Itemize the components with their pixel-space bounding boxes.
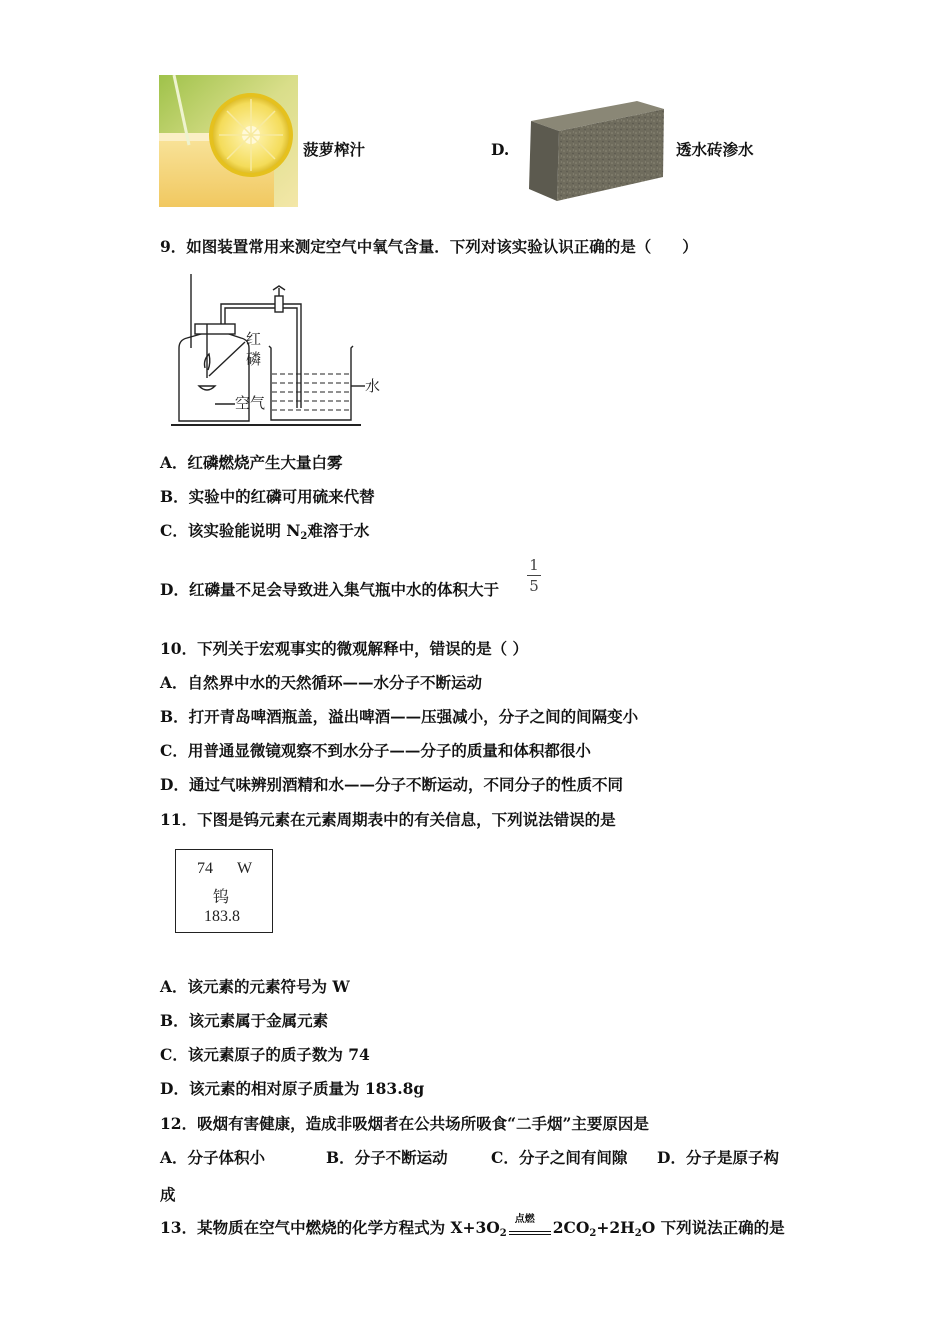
q10-option-b[interactable]: B．打开青岛啤酒瓶盖，溢出啤酒——压强减小，分子之间的间隔变小	[160, 707, 639, 726]
option-d-label: D.	[491, 140, 510, 159]
q12-option-d[interactable]: D．分子是原子构	[657, 1148, 779, 1167]
label-air: 空气	[235, 394, 266, 412]
label-red: 红	[246, 330, 262, 348]
reaction-condition: 点燃	[514, 1214, 535, 1225]
q12-option-b[interactable]: B．分子不断运动	[326, 1148, 448, 1167]
question-9-stem: 9．如图装置常用来测定空气中氧气含量．下列对该实验认识正确的是（ ）	[160, 237, 698, 256]
option-d-text: 透水砖渗水	[676, 140, 754, 159]
q11-option-c[interactable]: C．该元素原子的质子数为 74	[160, 1045, 370, 1064]
atomic-number: 74	[197, 860, 213, 877]
fraction-one-fifth: 1 5	[527, 556, 541, 595]
question-11-stem: 11．下图是钨元素在元素周期表中的有关信息，下列说法错误的是	[160, 810, 616, 829]
question-10-stem: 10．下列关于宏观事实的微观解释中，错误的是（ ）	[160, 639, 528, 658]
pineapple-juice-image	[159, 75, 298, 207]
q9-option-b[interactable]: B．实验中的红磷可用硫来代替	[160, 487, 375, 506]
q10-option-a[interactable]: A．自然界中水的天然循环——水分子不断运动	[160, 673, 483, 692]
q12-option-d-wrap: 成	[160, 1185, 176, 1204]
label-water: 水	[365, 377, 381, 395]
option-c-text: 菠萝榨汁	[303, 140, 366, 159]
tungsten-element-card	[175, 849, 273, 933]
q11-option-d[interactable]: D．该元素的相对原子质量为 183.8g	[160, 1079, 425, 1098]
q9-option-a[interactable]: A．红磷燃烧产生大量白雾	[160, 453, 343, 472]
q11-option-a[interactable]: A．该元素的元素符号为 W	[160, 977, 350, 996]
question-12-stem: 12．吸烟有害健康，造成非吸烟者在公共场所吸食“二手烟”主要原因是	[160, 1114, 649, 1133]
permeable-brick-image	[527, 101, 666, 203]
q9-option-c[interactable]: C．该实验能说明 $N_2$难溶于水	[160, 521, 370, 542]
reaction-arrow	[507, 1214, 553, 1238]
q12-option-c[interactable]: C．分子之间有间隙	[491, 1148, 628, 1167]
element-name: 钨	[213, 887, 230, 906]
q10-option-c[interactable]: C．用普通显微镜观察不到水分子——分子的质量和体积都很小	[160, 741, 591, 760]
q12-option-a[interactable]: A．分子体积小	[160, 1148, 266, 1167]
question-13-stem: 13．某物质在空气中燃烧的化学方程式为 $X+3O_2$ 点燃 $2CO_2+2H_2O$ 下列说法正确的是	[160, 1218, 785, 1244]
q9-option-d[interactable]: D．红磷量不足会导致进入集气瓶中水的体积大于	[160, 580, 499, 599]
label-phosphorus: 磷	[246, 350, 262, 368]
element-symbol: W	[237, 860, 253, 877]
q11-option-b[interactable]: B．该元素属于金属元素	[160, 1011, 329, 1030]
atomic-mass: 183.8	[204, 908, 240, 925]
oxygen-experiment-diagram	[165, 268, 390, 430]
q10-option-d[interactable]: D．通过气味辨别酒精和水——分子不断运动，不同分子的性质不同	[160, 775, 623, 794]
